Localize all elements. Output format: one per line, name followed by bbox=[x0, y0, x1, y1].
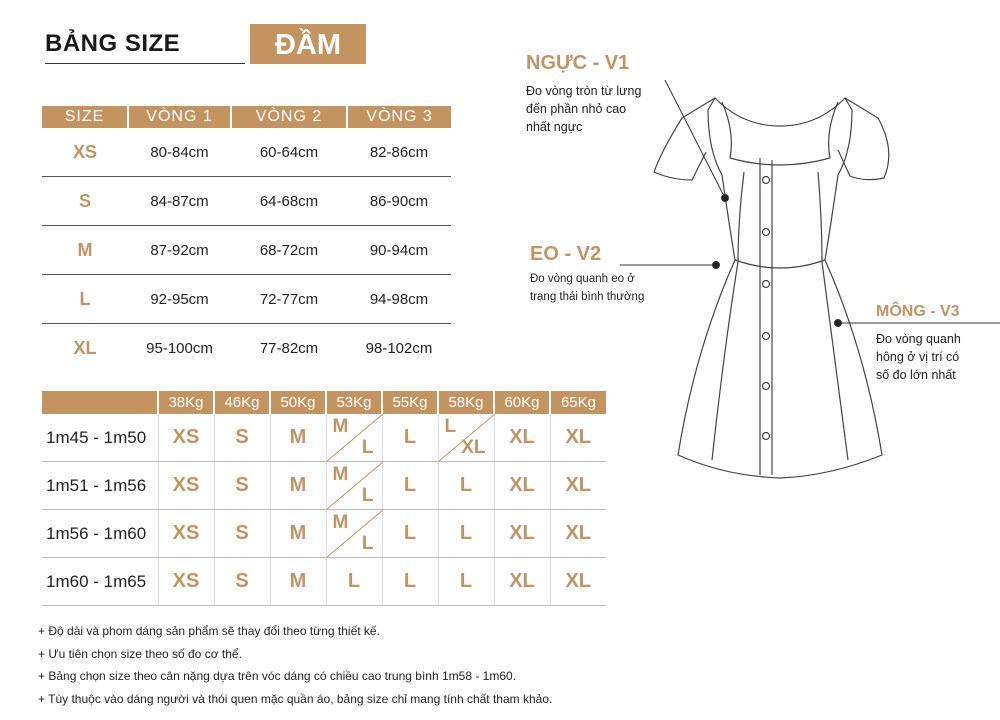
v2-cell: 72-77cm bbox=[231, 275, 347, 324]
weight-header: 38Kg bbox=[158, 391, 214, 414]
weight-header-row bbox=[42, 391, 606, 414]
split-size-cell bbox=[438, 414, 494, 462]
height-cell: 1m60 - 1m65 bbox=[42, 558, 158, 606]
v1-dot bbox=[722, 195, 729, 202]
label-v3-line: Đo vòng quanh bbox=[876, 332, 961, 346]
size-cell: S bbox=[214, 510, 270, 558]
button bbox=[763, 177, 770, 184]
button bbox=[763, 383, 770, 390]
label-v3-desc bbox=[876, 330, 961, 384]
weight-header: 58Kg bbox=[438, 391, 494, 414]
size-cell: XS bbox=[158, 414, 214, 462]
label-v1-line: đến phần nhỏ cao bbox=[526, 102, 627, 116]
split-size-upper: M bbox=[332, 416, 349, 437]
note-item: + Bảng chọn size theo cân nặng dựa trên vóc dáng có chiều cao trung bình 1m58 - 1m60. bbox=[38, 669, 517, 683]
label-v1-line: nhất ngực bbox=[526, 120, 583, 134]
size-cell: M bbox=[270, 462, 326, 510]
height-cell: 1m45 - 1m50 bbox=[42, 414, 158, 462]
col-size: SIZE bbox=[42, 106, 128, 128]
size-cell: L bbox=[382, 462, 438, 510]
size-cell: L bbox=[326, 558, 382, 606]
size-cell: XL bbox=[494, 414, 550, 462]
size-cell: XL bbox=[550, 558, 606, 606]
split-size-lower: L bbox=[361, 533, 374, 554]
v1-pointer-line bbox=[665, 80, 725, 198]
v2-cell: 60-64cm bbox=[231, 128, 347, 177]
size-cell: XL bbox=[550, 510, 606, 558]
split-size-upper: M bbox=[332, 464, 349, 485]
label-v3-line: hông ở vị trí có bbox=[876, 350, 960, 364]
table-row bbox=[42, 226, 451, 275]
v3-cell: 90-94cm bbox=[347, 226, 451, 275]
button bbox=[763, 433, 770, 440]
v3-cell: 98-102cm bbox=[365, 339, 433, 357]
split-size-wrap bbox=[327, 414, 382, 461]
corner-cell bbox=[42, 391, 158, 414]
size-cell: S bbox=[214, 462, 270, 510]
table-row bbox=[42, 324, 451, 373]
v2-dot bbox=[713, 262, 720, 269]
size-cell: M bbox=[270, 510, 326, 558]
weight-header: 50Kg bbox=[270, 391, 326, 414]
size-cell: L bbox=[42, 275, 128, 324]
waist-seam bbox=[735, 260, 825, 268]
split-size-lower: L bbox=[361, 437, 374, 458]
size-cell: XL bbox=[550, 462, 606, 510]
table-row bbox=[42, 462, 606, 510]
size-cell: L bbox=[382, 510, 438, 558]
split-size-lower: L bbox=[361, 485, 374, 506]
size-cell: M bbox=[270, 558, 326, 606]
size-cell: M bbox=[270, 414, 326, 462]
v1-cell: 80-84cm bbox=[128, 128, 231, 177]
dress-outline bbox=[678, 98, 882, 478]
weight-header: 55Kg bbox=[382, 391, 438, 414]
label-v3-title: MÔNG - V3 bbox=[876, 303, 960, 320]
note-item: + Ưu tiên chọn size theo số đo cơ thể. bbox=[38, 646, 242, 661]
weight-header: 53Kg bbox=[326, 391, 382, 414]
split-size-upper: L bbox=[444, 416, 457, 437]
weight-header: 60Kg bbox=[494, 391, 550, 414]
table-row bbox=[42, 558, 606, 606]
size-cell: XS bbox=[158, 558, 214, 606]
size-cell: XS bbox=[158, 462, 214, 510]
col-v1: VÒNG 1 bbox=[128, 106, 231, 128]
bust-line bbox=[730, 158, 830, 165]
split-size-cell bbox=[326, 510, 382, 558]
split-size-lower: XL bbox=[461, 437, 486, 458]
v1-cell: 95-100cm bbox=[146, 339, 213, 357]
button bbox=[763, 333, 770, 340]
weight-height-table bbox=[42, 391, 606, 606]
label-v1-desc bbox=[526, 82, 641, 136]
weight-header: 46Kg bbox=[214, 391, 270, 414]
col-v3: VÒNG 3 bbox=[347, 106, 451, 128]
v3-cell: 82-86cm bbox=[347, 128, 451, 177]
measurement-header-row bbox=[42, 106, 451, 128]
col-v2: VÒNG 2 bbox=[231, 106, 347, 128]
size-cell: S bbox=[214, 558, 270, 606]
table-row bbox=[42, 275, 451, 324]
title-underline bbox=[45, 63, 245, 64]
notes bbox=[38, 620, 552, 710]
right-seam bbox=[818, 172, 848, 460]
size-cell: XL bbox=[494, 462, 550, 510]
label-v1-line: Đo vòng tròn từ lưng bbox=[526, 84, 642, 98]
label-v2-line: trạng thái bình thường bbox=[530, 291, 645, 303]
measurement-table bbox=[42, 106, 451, 372]
weight-header: 65Kg bbox=[550, 391, 606, 414]
weight-table-body bbox=[42, 414, 606, 606]
label-v2-line: Đo vòng quanh eo ở bbox=[530, 273, 635, 285]
split-size-upper: M bbox=[332, 512, 349, 533]
dress-illustration bbox=[620, 80, 1000, 480]
label-v2-desc bbox=[530, 270, 644, 306]
right-sleeve bbox=[838, 98, 889, 180]
size-cell: L bbox=[382, 558, 438, 606]
size-cell: L bbox=[382, 414, 438, 462]
button bbox=[763, 281, 770, 288]
note-item: + Tùy thuộc vào dáng người và thói quen mặc quần áo, bảng size chỉ mang tính chất tham khảo. bbox=[38, 691, 553, 706]
table-row bbox=[42, 177, 451, 226]
v1-cell: 87-92cm bbox=[128, 226, 231, 275]
label-v3-line: số đo lớn nhất bbox=[876, 368, 956, 382]
size-cell: M bbox=[42, 226, 128, 275]
size-cell: XL bbox=[494, 510, 550, 558]
size-cell: XL bbox=[494, 558, 550, 606]
v3-dot bbox=[835, 320, 842, 327]
table-row bbox=[42, 510, 606, 558]
size-cell: XL bbox=[550, 414, 606, 462]
v2-cell: 77-82cm bbox=[259, 339, 319, 357]
size-cell: XL bbox=[73, 337, 97, 358]
size-cell: L bbox=[438, 510, 494, 558]
v2-cell: 68-72cm bbox=[231, 226, 347, 275]
size-cell: S bbox=[214, 414, 270, 462]
button bbox=[763, 229, 770, 236]
height-cell: 1m51 - 1m56 bbox=[42, 462, 158, 510]
size-cell: S bbox=[42, 177, 128, 226]
v3-cell: 94-98cm bbox=[347, 275, 451, 324]
size-cell: L bbox=[438, 462, 494, 510]
left-sleeve bbox=[654, 98, 715, 180]
label-v1-title: NGỰC - V1 bbox=[526, 52, 630, 74]
height-cell: 1m56 - 1m60 bbox=[42, 510, 158, 558]
size-cell: XS bbox=[42, 128, 128, 177]
note-item: + Độ dài và phom dáng sản phẩm sẽ thay đổi theo từng thiết kế. bbox=[38, 624, 380, 638]
category-tag: ĐẦM bbox=[250, 24, 366, 64]
table-row bbox=[42, 414, 606, 462]
split-size-wrap bbox=[327, 510, 382, 557]
v2-cell: 64-68cm bbox=[231, 177, 347, 226]
split-size-cell bbox=[326, 462, 382, 510]
size-cell: XS bbox=[158, 510, 214, 558]
v1-cell: 84-87cm bbox=[128, 177, 231, 226]
page-title: BẢNG SIZE bbox=[45, 30, 181, 57]
v1-cell: 92-95cm bbox=[128, 275, 231, 324]
size-cell: L bbox=[438, 558, 494, 606]
table-row bbox=[42, 128, 451, 177]
split-size-cell bbox=[326, 414, 382, 462]
split-size-wrap bbox=[439, 414, 494, 461]
v3-cell: 86-90cm bbox=[347, 177, 451, 226]
split-size-wrap bbox=[327, 462, 382, 509]
label-v2-title: EO - V2 bbox=[530, 243, 602, 265]
